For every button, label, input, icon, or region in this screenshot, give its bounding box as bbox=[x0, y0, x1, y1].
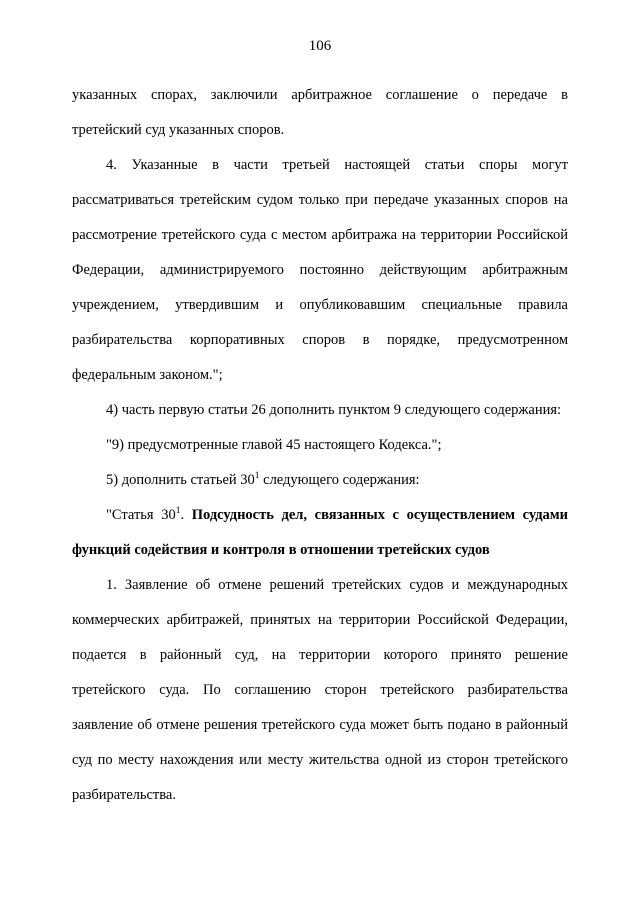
paragraph-item-4: 4) часть первую статьи 26 дополнить пунктом 9 следующего содержания: bbox=[106, 402, 562, 418]
paragraph-item-5-superscript: 1 bbox=[254, 471, 260, 482]
document-body bbox=[72, 78, 568, 813]
paragraph-quote-9: "9) предусмотренные главой 45 настоящего Кодекса."; bbox=[106, 437, 442, 453]
page-number: 106 bbox=[308, 38, 332, 54]
article-heading-block bbox=[72, 498, 568, 568]
article-label: "Статья 30 bbox=[106, 507, 176, 523]
article-heading-text: Подсудность дел, связанных с осуществлением судами функций содействия и контроля в отношении третейских судов bbox=[72, 507, 569, 558]
article-label-superscript: 1 bbox=[175, 506, 181, 517]
article-heading-line bbox=[72, 498, 568, 568]
paragraph-item-5 bbox=[72, 463, 568, 498]
paragraph-part-4: 4. Указанные в части третьей настоящей статьи споры могут рассматриваться третейским судом только при передаче указанных споров на рассмотрение третейского суда с местом арбитража на территории Российской Федерации, администрируемого постоянно действующим арбитражным учреждением, утвердившим и опубликовавшим специальные правила разбирательства корпоративных споров в порядке, предусмотренном федеральным законом."; bbox=[72, 157, 568, 383]
paragraph-item-5-text-before: 5) дополнить статьей 30 bbox=[106, 472, 255, 488]
article-label-suffix: . bbox=[180, 507, 192, 523]
paragraph-part-1: 1. Заявление об отмене решений третейских судов и международных коммерческих арбитражей, принятых на территории Российской Федерации, подается в районный суд, на территории которого принято решение третейского суда. По соглашению сторон третейского разбирательства заявление об отмене решения третейского суда может быть подано в районный суд по месту нахождения или месту жительства одной из сторон третейского разбирательства. bbox=[72, 577, 568, 803]
paragraph-continuation: указанных спорах, заключили арбитражное соглашение о передаче в третейский суд указанных споров. bbox=[72, 87, 568, 138]
paragraph-item-5-text-after: следующего содержания: bbox=[259, 472, 420, 488]
